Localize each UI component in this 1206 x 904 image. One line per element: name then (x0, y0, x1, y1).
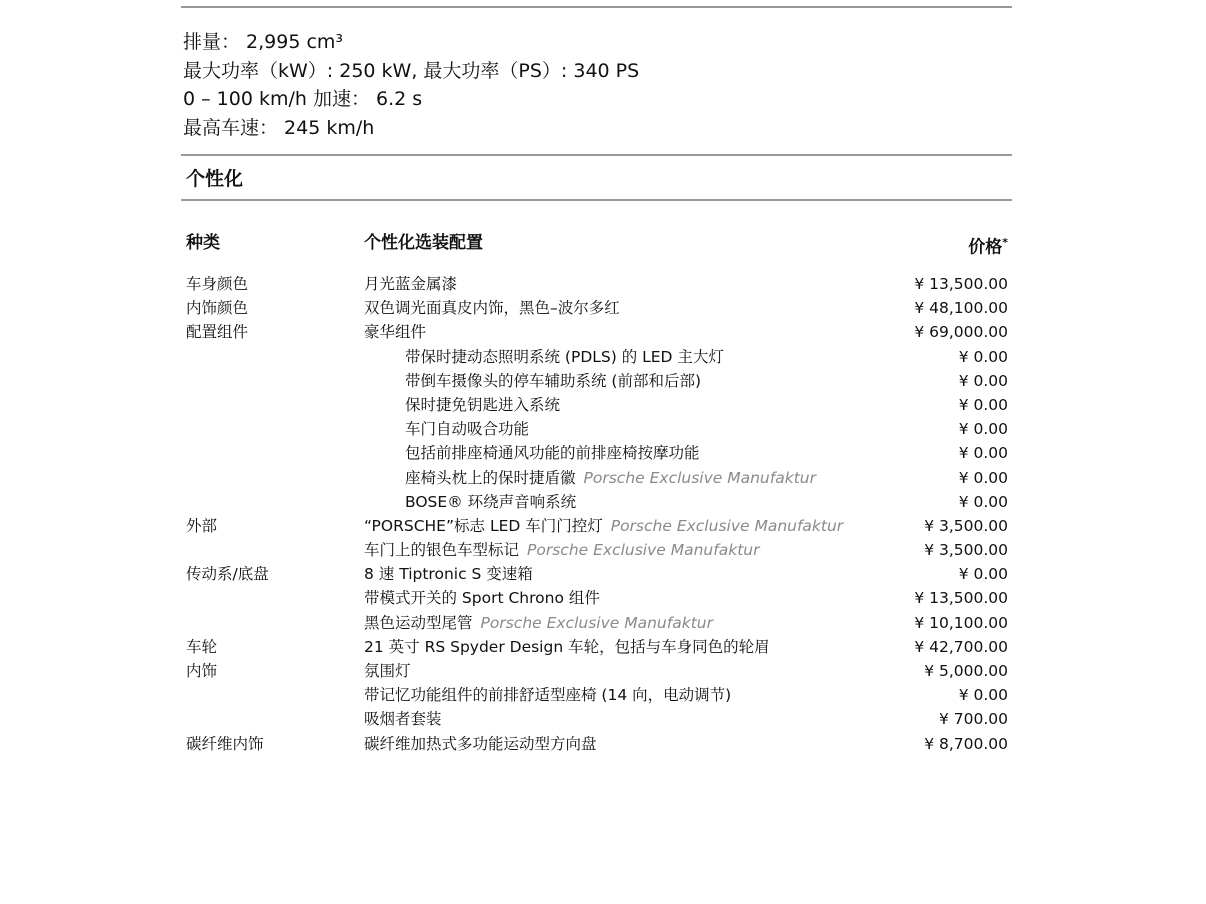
row-option-text: 带模式开关的 Sport Chrono 组件 (364, 589, 600, 608)
row-option (364, 538, 759, 562)
row-option (364, 611, 713, 635)
row-option-text: 车门上的银色车型标记 (364, 541, 520, 560)
row-option-text: 黑色运动型尾管 (364, 613, 473, 632)
row-option-note: Porsche Exclusive Manufaktur (480, 613, 713, 632)
row-price: ¥ 13,500.00 (914, 275, 1008, 293)
row-option-note: Porsche Exclusive Manufaktur (527, 541, 760, 560)
row-price: ¥ 0.00 (958, 468, 1008, 487)
row-option (405, 393, 560, 417)
table-subrow (186, 393, 1008, 417)
row-option-text: BOSE® 环绕声音响系统 (405, 492, 577, 511)
row-price: ¥ 48,100.00 (914, 299, 1008, 318)
row-option (405, 417, 529, 441)
row-option (405, 369, 701, 393)
row-option-text: “PORSCHE”标志 LED 车门门控灯 (364, 516, 603, 535)
row-price: ¥ 13,500.00 (914, 589, 1008, 608)
row-option-text: 吸烟者套装 (364, 710, 442, 729)
table-row (186, 732, 1008, 756)
top-divider (181, 6, 1012, 8)
row-option (364, 707, 442, 731)
row-price: ¥ 3,500.00 (924, 516, 1008, 535)
row-price: ¥ 3,500.00 (924, 541, 1008, 560)
table-row (186, 538, 1008, 562)
options-table (186, 272, 1008, 756)
table-row (186, 707, 1008, 731)
row-price: ¥ 69,000.00 (914, 323, 1008, 342)
row-option-note: Porsche Exclusive Manufaktur (610, 516, 844, 535)
row-option-note: Porsche Exclusive Manufaktur (583, 468, 816, 487)
row-option (364, 732, 597, 756)
row-option (364, 635, 770, 659)
row-option-text: 带倒车摄像头的停车辅助系统 (前部和后部) (405, 371, 702, 390)
row-option (364, 320, 426, 344)
row-option (364, 586, 600, 610)
row-option (364, 296, 620, 320)
table-row (186, 320, 1008, 344)
row-price: ¥ 0.00 (958, 686, 1008, 705)
header-category: 种类 (186, 233, 220, 253)
row-option-text: 保时捷免钥匙进入系统 (405, 395, 561, 414)
row-category: 车轮 (186, 637, 218, 656)
row-option (364, 683, 731, 707)
row-option (364, 514, 843, 538)
spec-displacement: 排量： 2,995 cm³ (183, 31, 344, 53)
row-option-text: 豪华组件 (364, 323, 427, 342)
row-price: ¥ 10,100.00 (914, 613, 1008, 632)
table-row (186, 562, 1008, 586)
row-option (364, 659, 411, 683)
row-category: 内饰 (186, 662, 218, 680)
row-option-text: 双色调光面真皮内饰，黑色–波尔多红 (364, 299, 620, 318)
table-subrow (186, 417, 1008, 441)
row-option (405, 466, 816, 490)
header-price (968, 230, 1008, 261)
row-price: ¥ 0.00 (958, 420, 1008, 439)
row-option (364, 562, 533, 586)
row-price: ¥ 0.00 (958, 492, 1008, 511)
table-row (186, 296, 1008, 320)
row-option-text: 碳纤维加热式多功能运动型方向盘 (364, 734, 597, 753)
row-price: ¥ 8,700.00 (924, 734, 1008, 753)
table-subrow (186, 466, 1008, 490)
row-price: ¥ 5,000.00 (924, 662, 1008, 680)
row-category: 外部 (186, 516, 218, 535)
row-option-text: 包括前排座椅通风功能的前排座椅按摩功能 (405, 444, 700, 463)
spec-list (183, 28, 1003, 142)
row-option-text: 座椅头枕上的保时捷盾徽 (405, 468, 576, 487)
row-option (405, 490, 576, 514)
row-price: ¥ 0.00 (958, 347, 1008, 366)
row-option-text: 车门自动吸合功能 (405, 420, 530, 439)
row-price: ¥ 0.00 (958, 371, 1008, 390)
table-row (186, 611, 1008, 635)
header-option: 个性化选装配置 (364, 233, 483, 253)
row-category: 传动系/底盘 (186, 565, 269, 584)
row-option-text: 8 速 Tiptronic S 变速箱 (364, 565, 533, 584)
row-option (405, 345, 724, 369)
header-price-mark: * (1002, 236, 1008, 249)
table-row (186, 635, 1008, 659)
row-price: ¥ 0.00 (958, 565, 1008, 584)
table-subrow (186, 441, 1008, 465)
table-row (186, 514, 1008, 538)
spec-top-speed: 最高车速： 245 km/h (183, 116, 375, 139)
row-price: ¥ 0.00 (958, 395, 1008, 414)
table-row (186, 272, 1008, 296)
row-category: 碳纤维内饰 (186, 734, 264, 753)
section-title: 个性化 (186, 168, 244, 190)
section-divider-bottom (181, 199, 1012, 201)
spec-acceleration: 0 – 100 km/h 加速： 6.2 s (183, 88, 423, 110)
table-row (186, 586, 1008, 610)
row-option-text: 21 英寸 RS Spyder Design 车轮，包括与车身同色的轮眉 (364, 637, 770, 656)
row-price: ¥ 700.00 (938, 710, 1008, 729)
row-price: ¥ 42,700.00 (914, 637, 1008, 656)
table-subrow (186, 490, 1008, 514)
row-category: 内饰颜色 (186, 299, 249, 318)
row-option (405, 441, 700, 465)
header-price-label: 价格 (968, 237, 1003, 258)
table-row (186, 683, 1008, 707)
row-option-text: 氛围灯 (364, 662, 411, 680)
spec-power: 最大功率（kW）: 250 kW, 最大功率（PS）: 340 PS (183, 59, 640, 82)
table-header (186, 230, 1008, 256)
table-subrow (186, 345, 1008, 369)
row-option-text: 带记忆功能组件的前排舒适型座椅 (14 向，电动调节) (364, 686, 732, 705)
row-option-text: 月光蓝金属漆 (364, 275, 458, 293)
table-row (186, 659, 1008, 683)
row-category: 车身颜色 (186, 275, 249, 293)
row-price: ¥ 0.00 (958, 444, 1008, 463)
row-option-text: 带保时捷动态照明系统 (PDLS) 的 LED 主大灯 (405, 347, 724, 366)
table-subrow (186, 369, 1008, 393)
row-option (364, 272, 457, 296)
section-divider-top (181, 154, 1012, 156)
row-category: 配置组件 (186, 323, 249, 342)
